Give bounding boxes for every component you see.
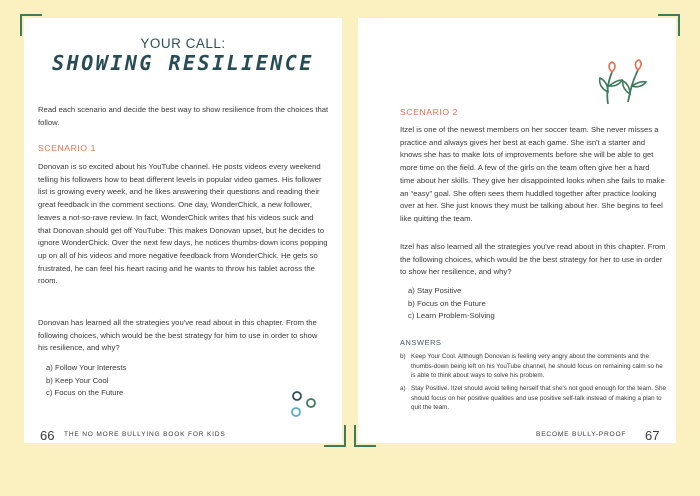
answer-letter: a) — [400, 385, 406, 392]
choice-item: b) Keep Your Cool — [46, 375, 109, 385]
scenario-1-heading: SCENARIO 1 — [38, 143, 97, 153]
choice-item: c) Focus on the Future — [46, 388, 124, 398]
scenario-2-text: Itzel is one of the newest members on her soccer team. She never misses a practice and always gives her best at each game. She isn't a starter and knows she has to make lots of improvements before she will be able to get more time on the field. A few of the girls on the team often give her a hard time about her skills. They give her disappointed looks when she fails to make an “easy” goal. She often sees them huddled together after practice looking over at her. She just knows they must be talking about her. She begins to feel like quitting the team. — [400, 125, 665, 223]
right-page — [358, 18, 676, 443]
answer-item — [400, 352, 666, 381]
answer-letter: b) — [400, 353, 406, 360]
choice-item: c) Learn Problem-Solving — [408, 311, 495, 321]
corner-bracket — [658, 14, 680, 36]
scenario-2-heading: SCENARIO 2 — [400, 107, 459, 117]
intro-text: Read each scenario and decide the best way to show resilience from the choices that follow. — [38, 105, 329, 127]
page-title-line1: YOUR CALL: — [140, 36, 226, 51]
left-page — [24, 18, 342, 443]
scenario-2-choices — [408, 285, 495, 323]
scenario-2-question: Itzel has also learned all the strategies you've read about in this chapter. From the following choices, which would be the best strategy for her to use in order to show her resilience, and why? — [400, 242, 666, 277]
choice-item: a) Follow Your Interests — [46, 363, 127, 372]
right-running-title: BECOME BULLY-PROOF — [536, 431, 627, 438]
corner-bracket — [324, 425, 346, 447]
right-page-number: 67 — [645, 428, 660, 443]
page-title-line2: SHOWING RESILIENCE — [52, 51, 314, 75]
corner-bracket — [20, 14, 42, 36]
circle-dots-decoration — [288, 389, 324, 425]
answer-text: Keep Your Cool. Although Donovan is feeling very angry about the comments and the thumbs-down being left on his YouTube channel, he should focus on remaining calm so he is able to think about ways to solve his problem. — [411, 353, 663, 380]
scenario-1-choices — [46, 362, 126, 400]
choice-item: b) Focus on the Future — [408, 298, 486, 308]
left-page-number: 66 — [40, 428, 55, 443]
answer-text: Stay Positive. Itzel should avoid telling herself that she's not good enough for the team. She should focus on her positive qualities and use positive self-talk instead of making a plan to quit the team. — [411, 385, 666, 412]
scenario-1-text: Donovan is so excited about his YouTube channel. He posts videos every weekend telling his followers how to beat different levels in popular video games. His follower list is growing every week, and he likes answering their questions and reading their great feedback in the comment sections. One day, WonderChick, a new follower, leaves a not-so-rave review. In fact, WonderChick writes that his videos suck and that Donovan should get off YouTube. This makes Donovan upset, but he decides to ignore WonderChick. Over the next few days, he notices thumbs-down icons popping up on all of his videos and more negative feedback from WonderChick. He gets so frustrated, he can feel his heart racing and he wants to throw his tablet across the room. — [38, 162, 328, 286]
choice-item: a) Stay Positive — [408, 286, 462, 295]
flower-sprig-icon — [594, 52, 654, 112]
answer-item — [400, 384, 666, 413]
corner-bracket — [354, 425, 376, 447]
scenario-1-question: Donovan has learned all the strategies you've read about in this chapter. From the following choices, which would be the best strategy for him to use in order to show his resilience, and why? — [38, 318, 318, 353]
answers-heading: ANSWERS — [400, 338, 442, 347]
left-running-title: THE NO MORE BULLYING BOOK FOR KIDS — [64, 431, 226, 438]
